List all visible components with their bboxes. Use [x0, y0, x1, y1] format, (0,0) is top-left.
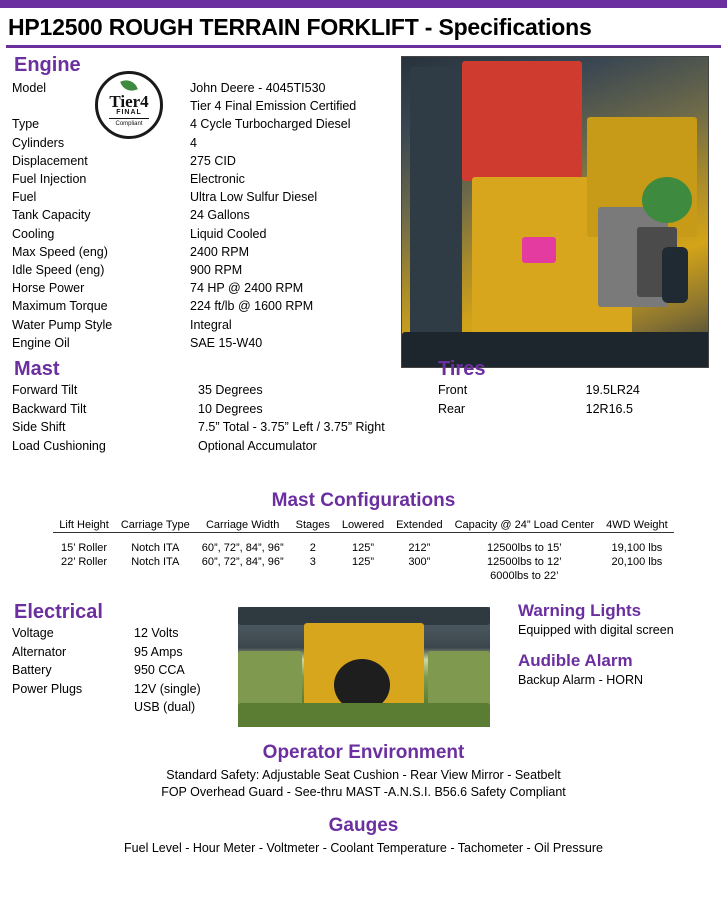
- spec-value: Liquid Cooled: [190, 226, 267, 241]
- spec-value: John Deere - 4045TI530: [190, 81, 326, 95]
- cell: 20,100 lbs: [611, 556, 663, 569]
- operator-environment-line-1: Standard Safety: Adjustable Seat Cushion - Rear View Mirror - Seatbelt: [166, 768, 561, 783]
- cell: 6000lbs to 22’: [490, 570, 559, 583]
- table-row: [12, 206, 380, 224]
- cell: Notch ITA: [131, 556, 180, 569]
- gauges-heading: Gauges: [328, 815, 399, 837]
- engine-photo: [401, 56, 709, 368]
- spec-label: Engine Oil: [12, 335, 70, 350]
- table-row: [12, 643, 201, 662]
- cell: 125”: [351, 556, 374, 569]
- spec-label: Fuel: [12, 190, 37, 205]
- spec-label: Front: [438, 383, 468, 398]
- spec-value: 4 Cycle Turbocharged Diesel: [190, 117, 351, 132]
- engine-heading: Engine: [14, 54, 81, 76]
- column-header: Carriage Type: [115, 518, 196, 533]
- table-row: [12, 243, 380, 261]
- cell: 12500lbs to 15’: [487, 542, 562, 555]
- spec-label: Model: [12, 81, 47, 95]
- cell: [115, 569, 196, 583]
- column-header: 4WD Weight: [600, 518, 674, 533]
- table-row: [12, 334, 380, 352]
- mast-and-tires-section: [0, 358, 727, 468]
- table-row: [12, 316, 380, 334]
- spec-value: 12 Volts: [134, 626, 179, 641]
- column-header: Capacity @ 24” Load Center: [449, 518, 601, 533]
- audible-alarm-heading: Audible Alarm: [518, 651, 633, 671]
- spec-label: [12, 698, 134, 717]
- cell: [390, 569, 448, 583]
- mast-configurations-heading: Mast Configurations: [271, 490, 456, 512]
- mast-configurations-section: [0, 490, 727, 583]
- table-row: [12, 261, 380, 279]
- spec-value: 35 Degrees: [198, 383, 263, 398]
- spec-label: Maximum Torque: [12, 299, 108, 314]
- spec-value: 95 Amps: [134, 644, 183, 659]
- badge-divider: [109, 118, 149, 119]
- warning-lights-text: Equipped with digital screen: [518, 623, 674, 638]
- cell: 60”, 72”, 84”, 96”: [201, 556, 284, 569]
- operator-environment-heading: Operator Environment: [262, 742, 465, 764]
- spec-value: Electronic: [190, 172, 245, 187]
- spec-label: Forward Tilt: [12, 383, 78, 398]
- spec-value: 12V (single): [134, 681, 201, 696]
- cell: 300”: [408, 556, 431, 569]
- table-row: [12, 188, 380, 206]
- spec-label: Battery: [12, 663, 52, 678]
- gauges-section: [0, 815, 727, 857]
- spec-label: Alternator: [12, 644, 67, 659]
- spec-value: 74 HP @ 2400 RPM: [190, 281, 304, 296]
- column-header: Extended: [390, 518, 448, 533]
- spec-value: 4: [190, 135, 197, 150]
- spec-label: Load Cushioning: [12, 438, 106, 453]
- electrical-spec-table: [12, 624, 201, 717]
- top-accent-bar: [0, 0, 727, 8]
- table-row: [12, 115, 380, 133]
- table-row: [12, 170, 380, 188]
- engine-section: [0, 48, 727, 352]
- cell: 12500lbs to 12’: [487, 556, 562, 569]
- cell: 22’ Roller: [61, 556, 108, 569]
- gauges-text: Fuel Level - Hour Meter - Voltmeter - Coolant Temperature - Tachometer - Oil Pressure: [124, 841, 603, 856]
- cell: 2: [309, 542, 316, 555]
- spec-value: Tier 4 Final Emission Certified: [190, 99, 357, 114]
- spec-value: 275 CID: [190, 153, 236, 168]
- table-row: [12, 381, 385, 400]
- spec-label: Type: [12, 117, 40, 132]
- table-row: [12, 680, 201, 699]
- table-row: [12, 97, 380, 115]
- cell: 60”, 72”, 84”, 96”: [201, 542, 284, 555]
- spec-label: Backward Tilt: [12, 401, 87, 416]
- tires-subsection: [438, 358, 708, 418]
- spec-label: Idle Speed (eng): [12, 263, 105, 278]
- cell: [600, 569, 674, 583]
- table-row: [12, 134, 380, 152]
- spec-value: Integral: [190, 317, 232, 332]
- table-row: [12, 225, 380, 243]
- table-row: [438, 381, 698, 400]
- cell: 125”: [351, 542, 374, 555]
- table-row: [438, 400, 698, 419]
- mast-heading: Mast: [14, 358, 60, 381]
- spec-label: Tank Capacity: [12, 208, 91, 223]
- table-row: [12, 400, 385, 419]
- table-row: [12, 624, 201, 643]
- operator-environment-section: [0, 742, 727, 801]
- column-header: Carriage Width: [196, 518, 290, 533]
- mast-spec-table: [12, 381, 385, 455]
- spec-value: 950 CCA: [134, 663, 185, 678]
- mast-configurations-table: [53, 518, 673, 583]
- spec-value: 19.5LR24: [585, 383, 640, 398]
- cell: 3: [309, 556, 316, 569]
- table-row: [12, 437, 385, 456]
- column-header: Lowered: [336, 518, 390, 533]
- spec-label: Power Plugs: [12, 681, 83, 696]
- table-row: [12, 297, 380, 315]
- tier-number-text: 4: [140, 92, 149, 111]
- spec-label: Fuel Injection: [12, 172, 87, 187]
- tier4-final-badge: [95, 71, 163, 139]
- cell: 15’ Roller: [61, 542, 108, 555]
- cell: 212”: [408, 542, 431, 555]
- table-row: [12, 152, 380, 170]
- engine-spec-table: [12, 79, 380, 352]
- spec-label: Cooling: [12, 226, 55, 241]
- spec-value: 24 Gallons: [190, 208, 250, 223]
- spec-value: 224 ft/lb @ 1600 RPM: [190, 299, 314, 314]
- cell: [196, 569, 290, 583]
- table-row: [12, 79, 380, 97]
- table-row: [12, 279, 380, 297]
- spec-value: 12R16.5: [585, 401, 633, 416]
- spec-label: Displacement: [12, 153, 88, 168]
- spec-value: USB (dual): [134, 700, 196, 715]
- table-row: [53, 555, 673, 569]
- page-title: HP12500 ROUGH TERRAIN FORKLIFT - Specifications: [8, 14, 592, 40]
- warning-lights-heading: Warning Lights: [518, 601, 642, 621]
- table-row: [12, 418, 385, 437]
- tier-badge-word: [98, 94, 160, 109]
- electrical-heading: Electrical: [14, 601, 103, 624]
- table-row: [53, 533, 673, 556]
- spec-value: 10 Degrees: [198, 401, 263, 416]
- spec-value: 900 RPM: [190, 263, 243, 278]
- tires-heading: Tires: [438, 358, 486, 381]
- spec-label: Side Shift: [12, 420, 66, 435]
- tier-compliant-text: Compliant: [115, 121, 143, 127]
- audible-alarm-text: Backup Alarm - HORN: [518, 673, 644, 688]
- right-info-column: [518, 601, 723, 701]
- lower-section: [0, 601, 727, 736]
- operator-cab-photo: [238, 607, 490, 727]
- spec-label: Max Speed (eng): [12, 244, 108, 259]
- spec-value: Ultra Low Sulfur Diesel: [190, 190, 318, 205]
- cell: Notch ITA: [131, 542, 180, 555]
- tier-word-text: Tier: [109, 92, 141, 111]
- column-header: Lift Height: [53, 518, 115, 533]
- cell: [290, 569, 336, 583]
- table-header-row: [53, 518, 673, 533]
- spec-label: Horse Power: [12, 281, 85, 296]
- column-header: Stages: [290, 518, 336, 533]
- spec-value: 7.5” Total - 3.75” Left / 3.75” Right: [198, 420, 385, 435]
- spec-value: SAE 15-W40: [190, 335, 263, 350]
- table-row: [12, 661, 201, 680]
- tier-final-text: FINAL: [116, 109, 142, 116]
- spec-value: 2400 RPM: [190, 244, 250, 259]
- cell: [336, 569, 390, 583]
- table-row: [53, 569, 673, 583]
- spec-label: Rear: [438, 401, 466, 416]
- spec-value: Optional Accumulator: [198, 438, 317, 453]
- operator-environment-line-2: FOP Overhead Guard - See-thru MAST -A.N.S.I. B56.6 Safety Compliant: [161, 785, 566, 800]
- spec-label: Cylinders: [12, 135, 65, 150]
- cell: 19,100 lbs: [611, 542, 663, 555]
- spec-label: Water Pump Style: [12, 317, 113, 332]
- cell: [53, 569, 115, 583]
- tires-spec-table: [438, 381, 698, 418]
- table-row: [12, 698, 201, 717]
- spec-label: Voltage: [12, 626, 54, 641]
